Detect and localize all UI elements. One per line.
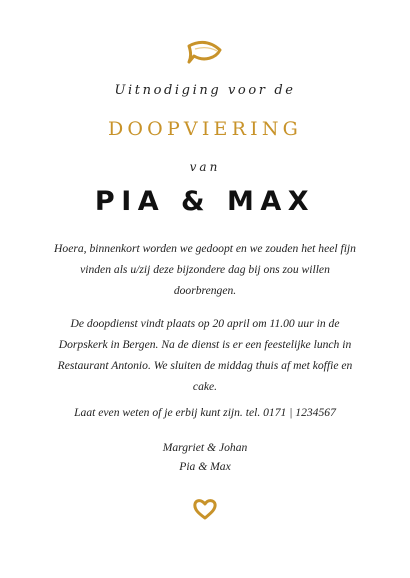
paragraph-rsvp: Laat even weten of je erbij kunt zijn. tel. 0171 | 1234567 bbox=[74, 406, 336, 419]
event-title: DOOPVIERING bbox=[107, 118, 303, 140]
signature-parents: Margriet & Johan bbox=[162, 441, 248, 454]
fish-icon bbox=[186, 40, 224, 64]
intro-text: Uitnodiging voor de bbox=[114, 83, 296, 98]
signature-block bbox=[52, 438, 358, 476]
paragraph-intro: Hoera, binnenkort worden we gedoopt en we zouden het heel fijn vinden als u/zij deze bijzondere dag bij ons zou willen doorbrengen. bbox=[54, 242, 356, 297]
paragraph-details: De doopdienst vindt plaats op 20 april om 11.00 uur in de Dorpskerk in Bergen. Na de dienst is er een feestelijke lunch in Restaurant Antonio. We sluiten de middag thuis af met koffie en cake. bbox=[57, 317, 353, 393]
heart-icon bbox=[192, 497, 218, 521]
children-names: PIA & MAX bbox=[94, 186, 316, 217]
connector-text: van bbox=[189, 160, 221, 174]
signature-children: Pia & Max bbox=[179, 460, 231, 473]
